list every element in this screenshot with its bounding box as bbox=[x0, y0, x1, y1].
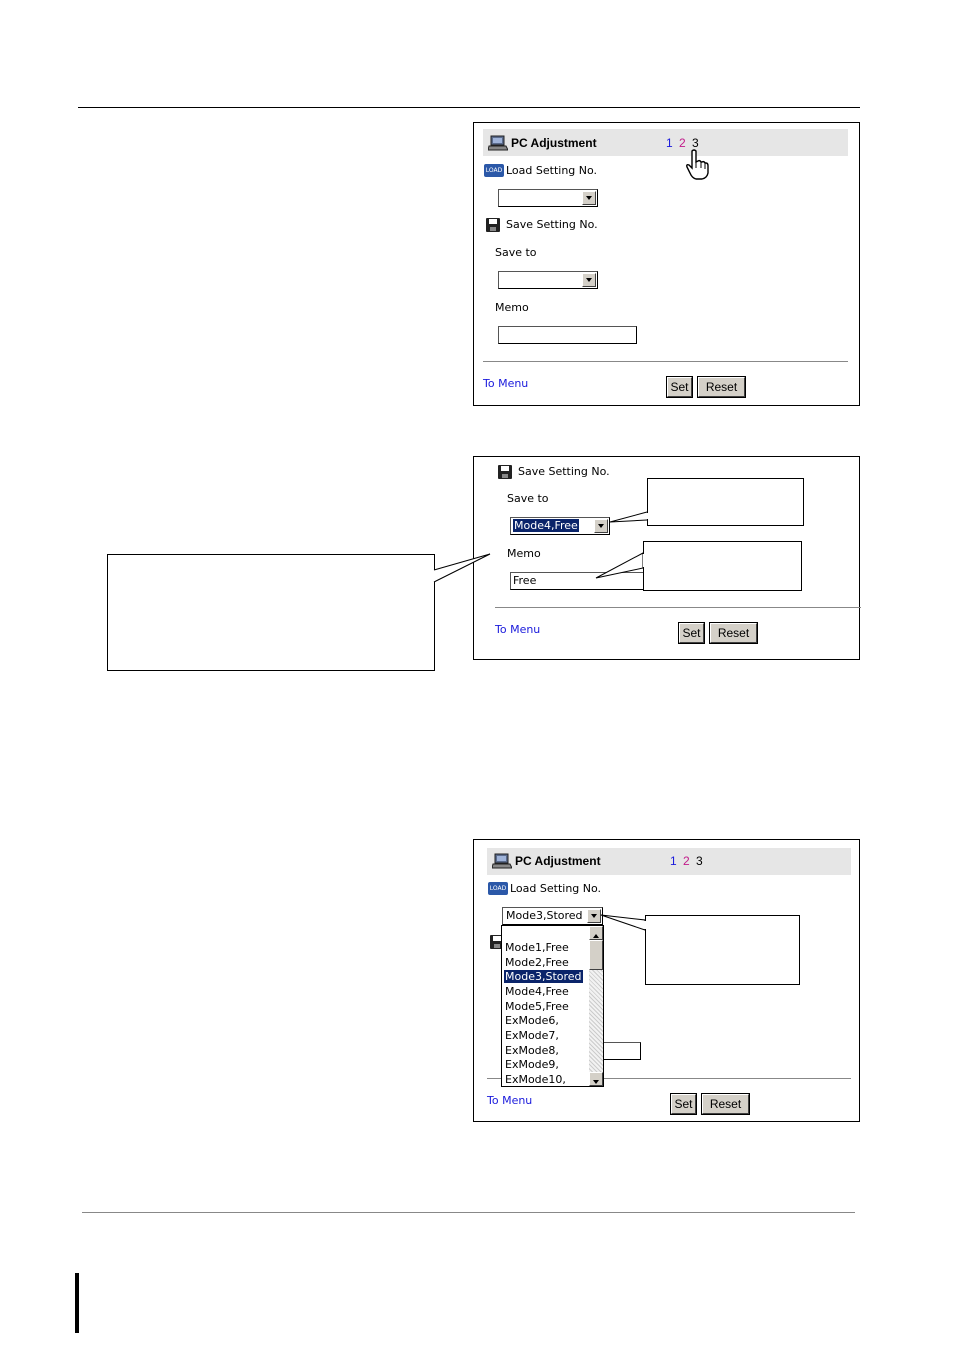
dropdown-option[interactable]: Mode1,Free bbox=[505, 941, 569, 954]
memo-input[interactable] bbox=[602, 1042, 641, 1060]
load-icon: LOAD bbox=[484, 164, 504, 177]
save-setting-label: Save Setting No. bbox=[506, 218, 598, 231]
dropdown-option[interactable]: ExMode9, bbox=[505, 1058, 559, 1071]
to-menu-link[interactable]: To Menu bbox=[495, 623, 541, 636]
page-link-2[interactable]: 2 bbox=[683, 854, 690, 868]
dropdown-option[interactable]: Mode5,Free bbox=[505, 1000, 569, 1013]
memo-label: Memo bbox=[495, 301, 529, 314]
save-to-label: Save to bbox=[507, 492, 549, 505]
save-to-value: Mode4,Free bbox=[514, 519, 578, 532]
page-link-3[interactable]: 3 bbox=[692, 136, 699, 150]
reset-button[interactable]: Reset bbox=[710, 623, 757, 643]
memo-label: Memo bbox=[507, 547, 541, 560]
load-setting-value: Mode3,Stored bbox=[506, 909, 583, 922]
memo-value: Free bbox=[513, 574, 537, 587]
bottom-rule bbox=[82, 1212, 855, 1213]
scroll-down-icon[interactable] bbox=[589, 1072, 603, 1086]
footer-marker bbox=[75, 1273, 79, 1333]
save-to-label: Save to bbox=[495, 246, 537, 259]
save-setting-label: Save Setting No. bbox=[518, 465, 610, 478]
dropdown-option[interactable]: ExMode10, bbox=[505, 1073, 566, 1086]
set-button[interactable]: Set bbox=[667, 377, 692, 397]
panel-title: PC Adjustment bbox=[511, 136, 597, 150]
page-link-1[interactable]: 1 bbox=[670, 854, 677, 868]
dropdown-option[interactable]: Mode2,Free bbox=[505, 956, 569, 969]
load-setting-label: Load Setting No. bbox=[506, 164, 598, 177]
dropdown-option[interactable]: ExMode7, bbox=[505, 1029, 559, 1042]
set-button[interactable]: Set bbox=[679, 623, 704, 643]
dropdown-option[interactable]: Mode4,Free bbox=[505, 985, 569, 998]
load-setting-label: Load Setting No. bbox=[510, 882, 602, 895]
page-link-1[interactable]: 1 bbox=[666, 136, 673, 150]
to-menu-link[interactable]: To Menu bbox=[483, 377, 529, 390]
dropdown-option[interactable]: ExMode6, bbox=[505, 1014, 559, 1027]
reset-button[interactable]: Reset bbox=[702, 1094, 749, 1114]
panel-title: PC Adjustment bbox=[515, 854, 601, 868]
dropdown-option[interactable]: ExMode8, bbox=[505, 1044, 559, 1057]
to-menu-link[interactable]: To Menu bbox=[487, 1094, 533, 1107]
dropdown-option-selected[interactable]: Mode3,Stored bbox=[505, 970, 582, 983]
callout-pointer bbox=[0, 800, 954, 1000]
load-icon: LOAD bbox=[488, 882, 508, 895]
reset-button[interactable]: Reset bbox=[698, 377, 745, 397]
set-button[interactable]: Set bbox=[671, 1094, 696, 1114]
page-link-3[interactable]: 3 bbox=[696, 854, 703, 868]
page-link-2[interactable]: 2 bbox=[679, 136, 686, 150]
